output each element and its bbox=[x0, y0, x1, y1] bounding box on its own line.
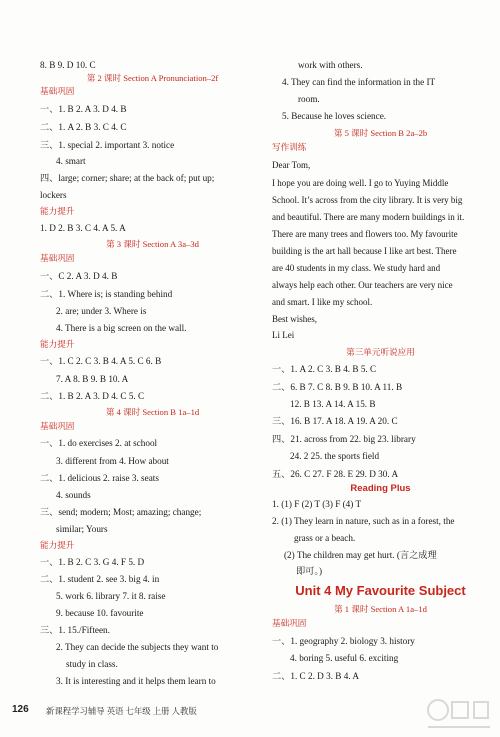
left-line: 一、1. B 2. A 3. D 4. B bbox=[40, 104, 127, 114]
left-line: 5. work 6. library 7. it 8. raise bbox=[56, 591, 166, 601]
left-line: 4. smart bbox=[56, 156, 86, 166]
right-line: work with others. bbox=[298, 60, 363, 70]
right-line: are 40 students in my class. We study hard and bbox=[272, 263, 441, 273]
right-line: There are many trees and flowers too. My favourite bbox=[272, 229, 458, 239]
left-line: 3. different from 4. How about bbox=[56, 456, 169, 466]
left-line: 三、1. 15./Fifteen. bbox=[40, 625, 110, 635]
left-line: 3. It is interesting and it helps them learn to bbox=[56, 676, 216, 686]
watermark-logo-icon bbox=[424, 694, 494, 734]
left-line: 第 2 课时 Section A Pronunciation–2f bbox=[86, 73, 219, 83]
right-line: I hope you are doing well. I go to Yuying Middle bbox=[272, 178, 449, 188]
left-line: 二、1. B 2. A 3. D 4. C 5. C bbox=[40, 391, 145, 401]
right-line: Li Lei bbox=[272, 330, 295, 340]
left-line: 一、1. do exercises 2. at school bbox=[40, 438, 158, 448]
right-line: 2. (1) They learn in nature, such as in a forest, the bbox=[272, 516, 455, 526]
left-line: 4. sounds bbox=[56, 490, 91, 500]
left-line: 能力提升 bbox=[40, 540, 75, 550]
page-footer bbox=[12, 702, 488, 724]
footer-book-info: 新课程学习辅导 英语 七年级 上册 人教版 bbox=[46, 707, 197, 716]
right-line: 24. 2 25. the sports field bbox=[290, 451, 380, 461]
left-line: study in class. bbox=[66, 659, 118, 669]
right-line: 二、1. C 2. D 3. B 4. A bbox=[272, 671, 360, 681]
left-line: 能力提升 bbox=[40, 206, 75, 216]
left-line: 二、1. delicious 2. raise 3. seats bbox=[40, 473, 159, 483]
right-line: 一、1. A 2. C 3. B 4. B 5. C bbox=[272, 364, 377, 374]
left-line: 8. B 9. D 10. C bbox=[40, 60, 96, 70]
right-line: and beautiful. There are many modern buildings in it. bbox=[272, 212, 465, 222]
right-line: 第 5 课时 Section B 2a–2b bbox=[333, 128, 428, 138]
right-line: School. It’s across from the city library. It is very big bbox=[272, 195, 463, 205]
right-line: 五、26. C 27. F 28. E 29. D 30. A bbox=[272, 469, 399, 479]
page-number: 126 bbox=[12, 704, 29, 715]
left-line: 2. are; under 3. Where is bbox=[56, 306, 147, 316]
right-line: 4. boring 5. useful 6. exciting bbox=[290, 653, 399, 663]
right-line: 写作训练 bbox=[272, 142, 307, 152]
right-line: grass or a beach. bbox=[294, 533, 356, 543]
right-line: 4. They can find the information in the IT bbox=[282, 77, 436, 87]
left-line: 9. because 10. favourite bbox=[56, 608, 144, 618]
left-line: 二、1. A 2. B 3. C 4. C bbox=[40, 122, 127, 132]
left-line: 2. They can decide the subjects they want to bbox=[56, 642, 219, 652]
left-line: lockers bbox=[40, 190, 67, 200]
right-line: always help each other. Our teachers are very nice bbox=[272, 280, 453, 290]
left-line: 基础巩固 bbox=[40, 253, 75, 263]
right-line: 四、21. across from 22. big 23. library bbox=[272, 434, 416, 444]
right-line: 一、1. geography 2. biology 3. history bbox=[272, 636, 415, 646]
left-line: 第 4 课时 Section B 1a–1d bbox=[105, 407, 200, 417]
right-line: 12. B 13. A 14. A 15. B bbox=[290, 399, 376, 409]
left-line: 基础巩固 bbox=[40, 421, 75, 431]
right-line: building is the art hall because I like art best. There bbox=[272, 246, 457, 256]
right-line: 1. (1) F (2) T (3) F (4) T bbox=[272, 499, 362, 509]
left-line: 第 3 课时 Section A 3a–3d bbox=[106, 239, 199, 249]
right-line: room. bbox=[298, 94, 320, 104]
right-line: Best wishes, bbox=[272, 314, 317, 324]
right-line: 第三单元听说应用 bbox=[346, 347, 415, 357]
right-line: 5. Because he loves science. bbox=[282, 111, 387, 121]
left-line: similar; Yours bbox=[56, 524, 108, 534]
left-line: 四、large; corner; share; at the back of; put up; bbox=[40, 173, 215, 183]
left-line: 基础巩固 bbox=[40, 86, 75, 96]
left-line: 能力提升 bbox=[40, 339, 75, 349]
right-line: 三、16. B 17. A 18. A 19. A 20. C bbox=[272, 416, 398, 426]
right-line: (2) The children may get hurt. (言之成理 bbox=[284, 550, 437, 560]
right-line: Dear Tom, bbox=[272, 160, 311, 170]
left-line: 一、1. C 2. C 3. B 4. A 5. C 6. B bbox=[40, 356, 162, 366]
right-line: 基础巩固 bbox=[272, 618, 307, 628]
left-line: 二、1. student 2. see 3. big 4. in bbox=[40, 574, 160, 584]
left-line: 4. There is a big screen on the wall. bbox=[56, 323, 187, 333]
right-line: and smart. I like my school. bbox=[272, 297, 373, 307]
right-line: 二、6. B 7. C 8. B 9. B 10. A 11. B bbox=[272, 382, 403, 392]
left-line: 三、1. special 2. important 3. notice bbox=[40, 140, 175, 150]
right-line: 即可。) bbox=[296, 566, 323, 576]
left-line: 1. D 2. B 3. C 4. A 5. A bbox=[40, 223, 126, 233]
left-line: 二、1. Where is; is standing behind bbox=[40, 289, 173, 299]
left-line: 7. A 8. B 9. B 10. A bbox=[56, 374, 129, 384]
left-line: 三、send; modern; Most; amazing; change; bbox=[40, 507, 202, 517]
right-line: 第 1 课时 Section A 1a–1d bbox=[334, 604, 427, 614]
left-line: 一、C 2. A 3. D 4. B bbox=[40, 271, 118, 281]
left-line: 一、1. B 2. C 3. G 4. F 5. D bbox=[40, 557, 145, 567]
reading-plus-heading: Reading Plus bbox=[350, 483, 411, 494]
unit-title: Unit 4 My Favourite Subject bbox=[295, 583, 466, 598]
